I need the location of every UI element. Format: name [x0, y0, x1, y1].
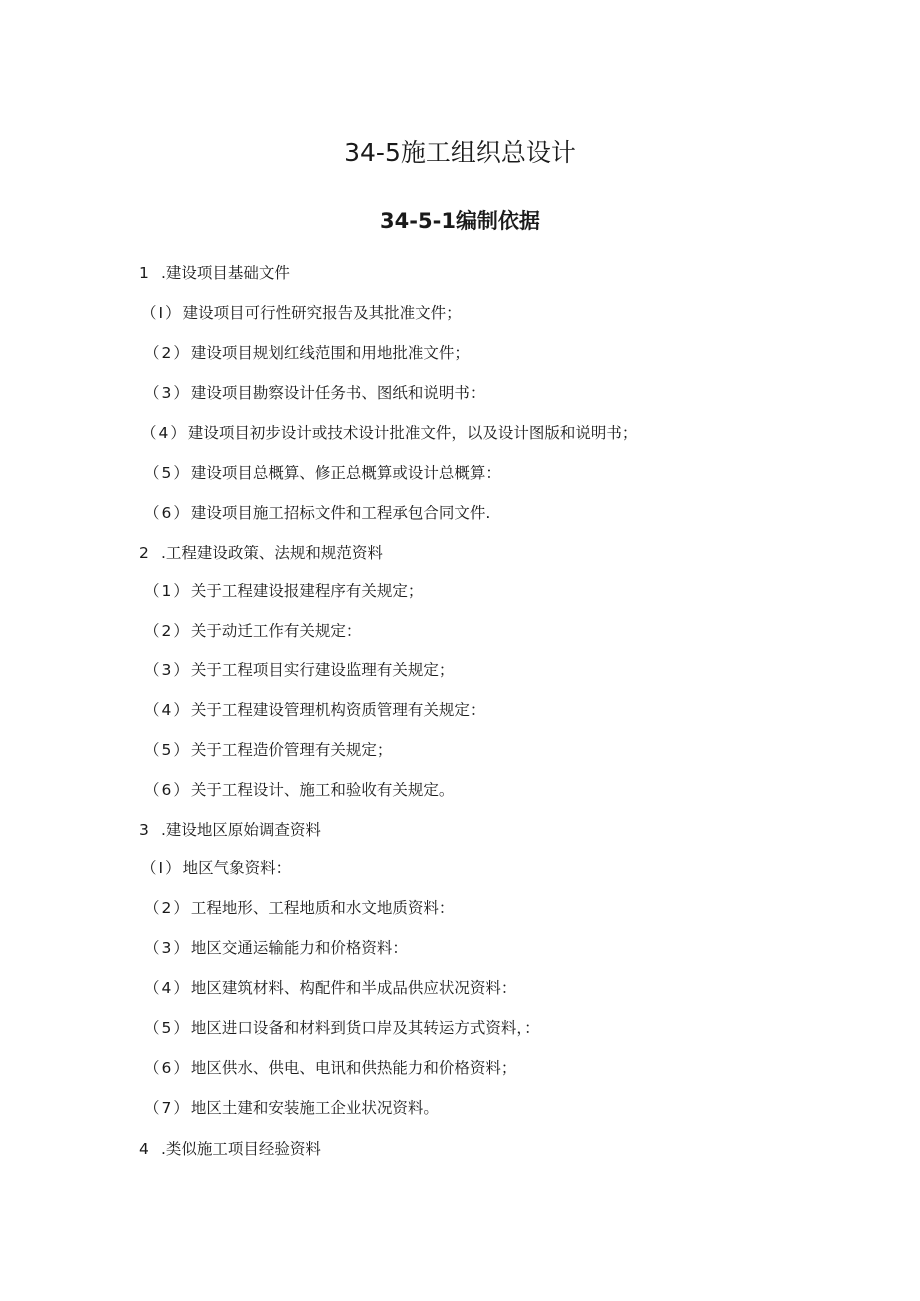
list-item: （3）关于工程项目实行建设监理有关规定； — [144, 661, 455, 679]
page-title: 34-5施工组织总设计 — [344, 138, 576, 167]
list-item: （2）建设项目规划红线范围和用地批准文件； — [144, 344, 470, 362]
list-item: （4）建设项目初步设计或技术设计批准文件，以及设计图版和说明书； — [141, 424, 638, 442]
section-heading-text: 编制依据 — [455, 209, 540, 233]
list-item: （7）地区土建和安装施工企业状况资料。 — [144, 1099, 439, 1117]
section-3-heading: 3 .建设地区原始调查资料 — [139, 821, 321, 839]
list-item: （2）关于动迁工作有关规定： — [144, 622, 362, 640]
list-item: （I）建设项目可行性研究报告及其批准文件； — [141, 304, 462, 322]
list-item: （6）地区供水、供电、电讯和供热能力和价格资料； — [144, 1059, 517, 1077]
section-heading — [0, 205, 920, 235]
list-item: （6）关于工程设计、施工和验收有关规定。 — [144, 781, 455, 799]
list-item: （5）地区进口设备和材料到货口岸及其转运方式资料，： — [144, 1019, 540, 1037]
list-item: （2）工程地形、工程地质和水文地质资料： — [144, 899, 455, 917]
section-2-heading: 2 .工程建设政策、法规和规范资料 — [139, 544, 383, 562]
list-item: （5）建设项目总概算、修正总概算或设计总概算： — [144, 464, 501, 482]
section-1-heading: 1 .建设项目基础文件 — [139, 264, 290, 282]
list-item: （1）关于工程建设报建程序有关规定； — [144, 582, 424, 600]
list-item: （I）地区气象资料： — [141, 859, 292, 877]
list-item: （4）地区建筑材料、构配件和半成品供应状况资料： — [144, 979, 517, 997]
list-item: （6）建设项目施工招标文件和工程承包合同文件. — [144, 504, 491, 522]
section-4-heading: 4 .类似施工项目经验资料 — [139, 1140, 321, 1158]
list-item: （5）关于工程造价管理有关规定； — [144, 741, 393, 759]
list-item: （4）关于工程建设管理机构资质管理有关规定： — [144, 701, 486, 719]
section-heading-number: 34-5-1 — [380, 209, 456, 233]
list-item: （3）地区交通运输能力和价格资料： — [144, 939, 408, 957]
list-item: （3）建设项目勘察设计任务书、图纸和说明书： — [144, 384, 486, 402]
